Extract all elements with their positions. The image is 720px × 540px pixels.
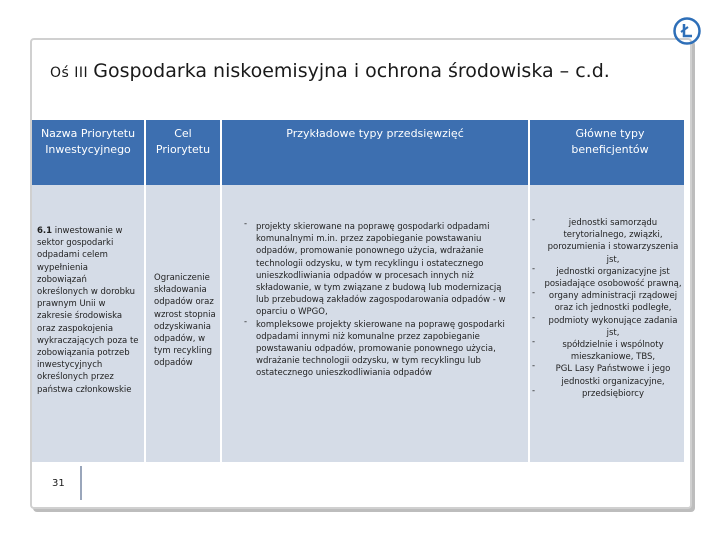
list-item: - jednostki organizacyjne jst posiadające osobowość prawną, (532, 266, 682, 290)
list-item: - podmioty wykonujące zadania jst, (532, 315, 682, 339)
header-goal: Cel Priorytetu (146, 120, 220, 185)
cell-project-types (222, 187, 528, 462)
list-item: - PGL Lasy Państwowe i jego jednostki organizacyjne, (532, 363, 682, 387)
cell-priority (32, 187, 144, 462)
column-beneficiaries (530, 120, 684, 462)
priority-text: inwestowanie w sektor gospodarki odpadami celem wypełnienia zobowiązań określonych w dorobku prawnym Unii w zakresie środowiska oraz zaspokojenia wykraczających poza te zobowiązania potrzeb inwestycyjnych określonych przez państwa członkowskie (37, 226, 139, 395)
list-item: - spółdzielnie i wspólnoty mieszkaniowe, TBS, (532, 339, 682, 363)
list-item: - projekty skierowane na poprawę gospodarki odpadami komunalnymi m.in. przez zapobieganie powstawaniu odpadów, promowanie ponownego użycia, wdrażanie technologii odzysku, w tym recyklingu i ostatecznego unieszkodliwiania odpadów w procesach innych niż składowanie, w tym związane z budową lub modernizacją lub przebudową zakładów zagospodarowania odpadów - w oparciu o WPGO, (244, 221, 514, 319)
column-goal (146, 120, 220, 462)
header-priority: Nazwa Priorytetu Inwestycyjnego (32, 120, 144, 185)
beneficiaries-list (532, 217, 682, 400)
cell-beneficiaries (530, 187, 684, 462)
column-project-types (222, 120, 528, 462)
priority-table (32, 120, 684, 462)
priority-code: 6.1 (37, 226, 53, 236)
title-prefix: Oś III (50, 65, 89, 81)
title-main: Gospodarka niskoemisyjna i ochrona środowiska – c.d. (93, 60, 610, 82)
list-item: - kompleksowe projekty skierowane na poprawę gospodarki odpadami innymi niż komunalne przez zapobieganie powstawaniu odpadów, promowanie ponownego użycia, wdrażanie technologii odzysku, w tym recyklingu lub ostatecznego unieszkodliwiania odpadów (244, 319, 514, 380)
list-item: - organy administracji rządowej oraz ich jednostki podległe, (532, 290, 682, 314)
list-item: - jednostki samorządu terytorialnego, związki, porozumienia i stowarzyszenia jst, (532, 217, 682, 266)
slide-title (50, 60, 610, 82)
page-number: 31 (52, 478, 65, 489)
list-item: - przedsiębiorcy (532, 388, 682, 400)
column-priority (32, 120, 144, 462)
page-divider (80, 466, 82, 500)
header-beneficiaries: Główne typy beneficjentów (530, 120, 684, 185)
cell-goal: Ograniczenie składowania odpadów oraz wzrost stopnia odzyskiwania odpadów, w tym recykling odpadów (146, 187, 220, 462)
header-project-types: Przykładowe typy przedsięwzięć (222, 120, 528, 185)
project-types-list (244, 221, 514, 380)
logo-icon (672, 16, 702, 46)
